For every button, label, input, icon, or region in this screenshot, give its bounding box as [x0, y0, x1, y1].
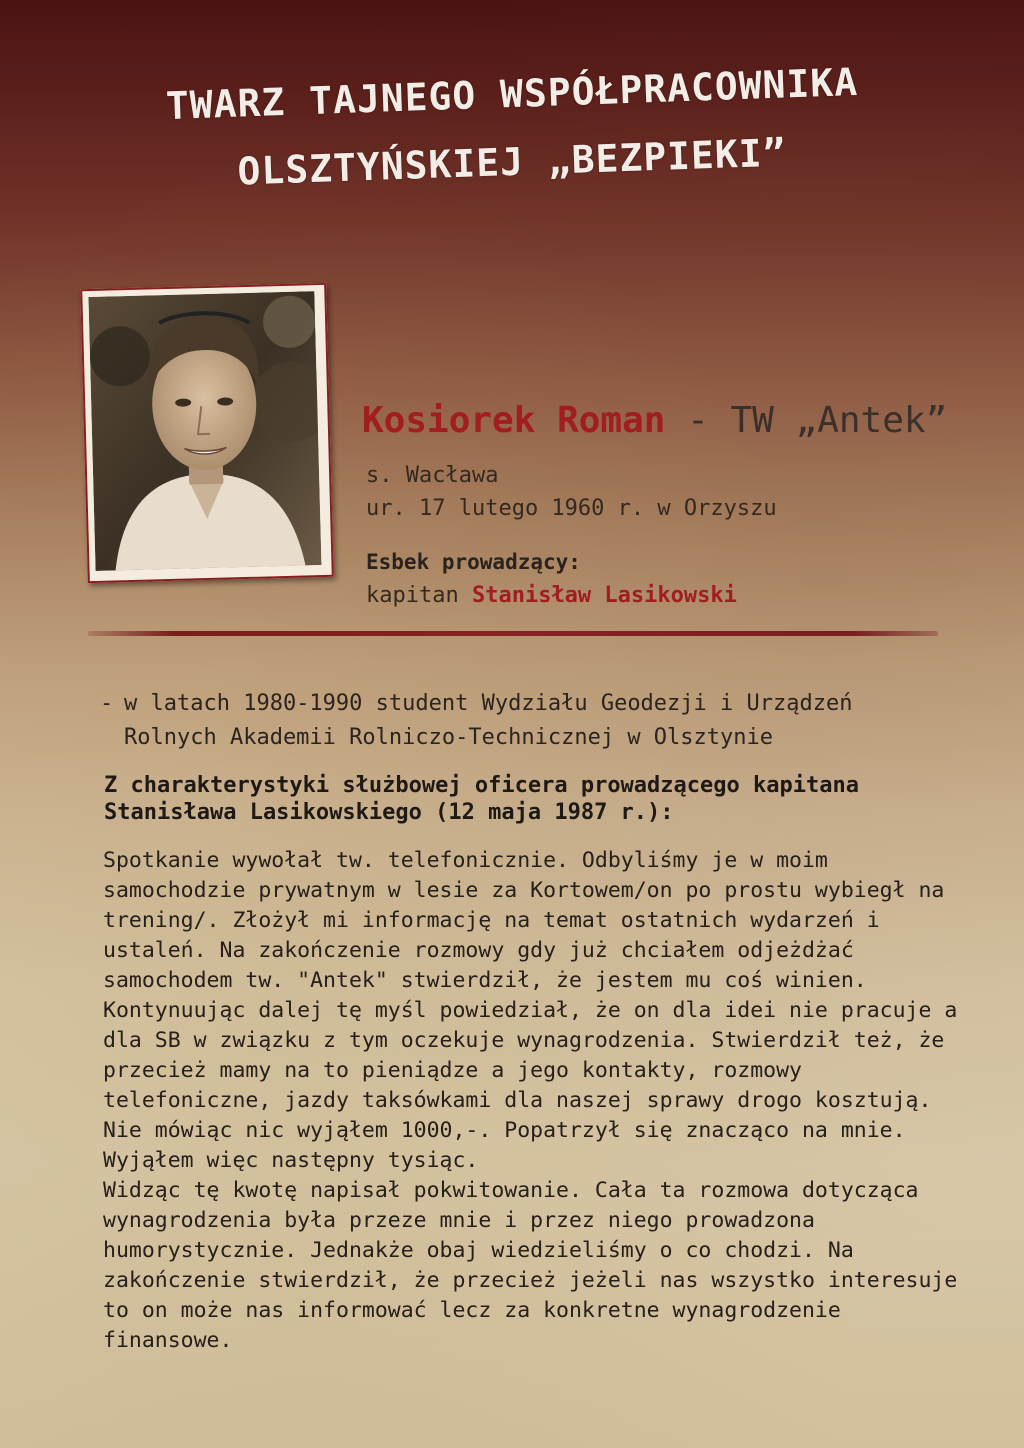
birth-info: ur. 17 lutego 1960 r. w Orzyszu: [366, 496, 777, 521]
handler-line: [366, 583, 737, 608]
page-title-line-1: TWARZ TAJNEGO WSPÓŁPRACOWNIKA: [165, 59, 859, 129]
characteristic-heading: Z charakterystyki służbowej oficera prowadzącego kapitana Stanisława Lasikowskiego (12 maja 1987 r.):: [104, 773, 859, 825]
education-bullet: [100, 687, 940, 755]
section-divider: [88, 631, 938, 636]
bullet-dash: -: [100, 691, 114, 716]
portrait-photo: [80, 283, 334, 583]
characteristic-body: [103, 846, 973, 1356]
handler-name: Stanisław Lasikowski: [471, 583, 737, 608]
portrait-image: [88, 291, 321, 571]
name-separator: -: [687, 400, 709, 441]
education-text: w latach 1980-1990 student Wydziału Geodezji i Urządzeń Rolnych Akademii Rolniczo-Technicznej w Olsztynie: [124, 691, 853, 750]
handler-label: Esbek prowadzący:: [366, 550, 581, 574]
informant-name-line: [362, 400, 947, 441]
characteristic-paragraph: Nie mówiąc nic wyjąłem 1000,-. Popatrzył się znacząco na mnie. Wyjąłem więc następny tysiąc.: [103, 1118, 906, 1173]
informant-name: Kosiorek Roman: [362, 400, 666, 441]
characteristic-paragraph: Spotkanie wywołał tw. telefonicznie. Odbyliśmy je w moim samochodzie prywatnym w lesie za Kortowem/on po prostu wybiegł na trening/. Złożył mi informację na temat ostatnich wydarzeń i ustaleń. Na zakończenie rozmowy gdy już chciałem odjeżdżać samochodem tw. "Antek" stwierdził, że jestem mu coś winien. Kontynuując dalej tę myśl powiedział, że on dla idei nie pracuje a dla SB w związku z tym oczekuje wynagrodzenia. Stwierdził też, że przecież mamy na to pieniądze a jego kontakty, rozmowy telefoniczne, jazdy taksówkami dla naszej sprawy drogo kosztują.: [103, 848, 958, 1113]
informant-codename: TW „Antek”: [730, 400, 948, 441]
father-name: s. Wacława: [366, 463, 499, 488]
handler-rank: kapitan: [366, 583, 459, 608]
characteristic-paragraph: Widząc tę kwotę napisał pokwitowanie. Cała ta rozmowa dotycząca wynagrodzenia była przeze mnie i przez niego prowadzona humorystycznie. Jednakże obaj wiedzieliśmy o co chodzi. Na zakończenie stwierdził, że przecież jeżeli nas wszystko interesuje to on może nas informować lecz za konkretne wynagrodzenie finansowe.: [103, 1178, 958, 1353]
page-title-line-2: OLSZTYŃSKIEJ „BEZPIEKI”: [236, 130, 788, 194]
